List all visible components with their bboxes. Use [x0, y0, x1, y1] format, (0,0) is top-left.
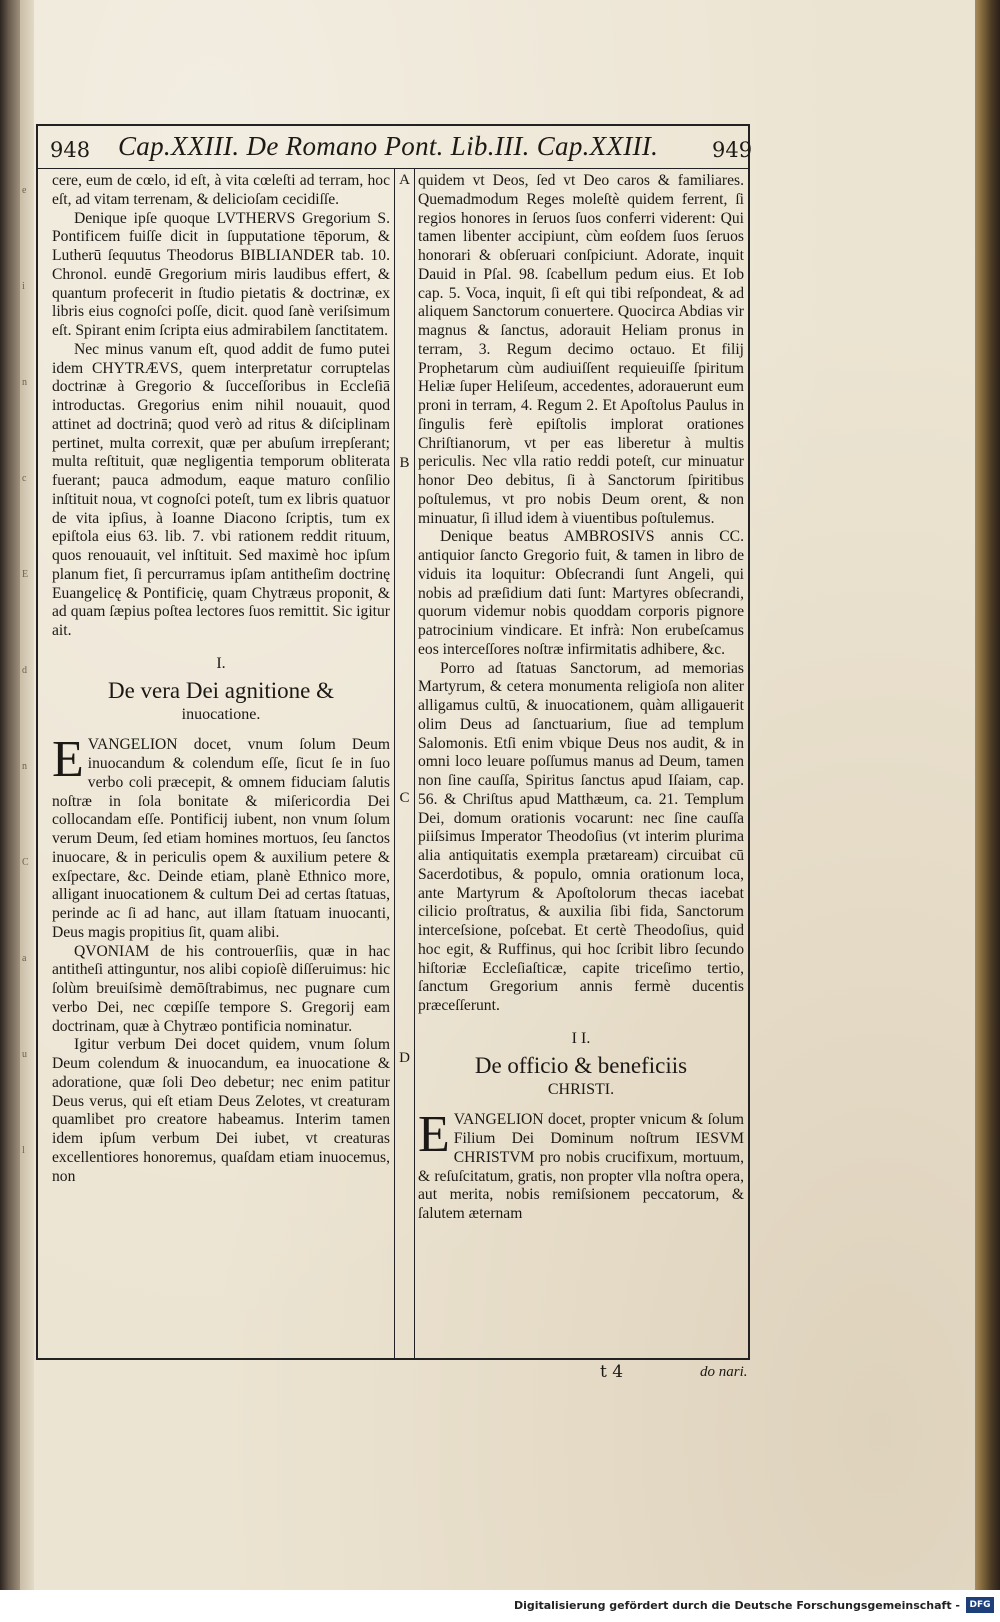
- section-number: I I.: [571, 1029, 591, 1047]
- paragraph: Igitur verbum Dei docet quidem, vnum ſolum Deum colendum & inuocandum, ea inuocatione & adoratione, quæ ſoli Deo debetur; nec enim patitur Deus verus, qui eſt etiam Deus Zelotes, vt creaturam quamlibet pro creatore habeamus. Interim tamen idem ipſum verbum Dei iubet, vt creaturas excellentiores honoremus, quaſdam etiam inuocemus, non: [52, 1036, 390, 1185]
- frame-bottom-rule: [36, 1358, 750, 1360]
- edge-letter: l: [22, 1145, 25, 1156]
- paragraph-text: VANGELION docet, vnum ſolum Deum inuocandum & colendum eſſe, ſicut ſe in ſuo verbo coli præcepit, & omnem fiduciam ſalutis noſtræ in ſola bonitate & miſericordia Dei collocandam eſſe. Pontificij iubent, non vnum ſolum verum Deum, ſed etiam homines mortuos, ſeu ſanctos inuocare, & in periculis opem & auxilium petere & exſpectare, &c. Deinde etiam, planè Ethnico more, alligant inuocationem & cultum Dei ad certas ſtatuas, perinde ac ſi ad hanc, aut illam ſtatuam inuocanti, Deus magis propitius ſit, quam alibi.: [52, 736, 390, 941]
- page-number-left: 948: [50, 138, 91, 162]
- running-title: Cap.XXIII. De Romano Pont. Lib.III. Cap.XXIII.: [118, 131, 659, 161]
- edge-letter: E: [22, 569, 29, 580]
- edge-letter: a: [22, 953, 27, 964]
- column-rule-right: [414, 168, 415, 1358]
- edge-letter: n: [22, 761, 27, 772]
- edge-letter: u: [22, 1049, 27, 1060]
- paragraph: Porro ad ſtatuas Sanctorum, ad memorias Martyrum, & cetera monumenta religioſa non aliter alligamus cultū, & inuocationem, quàm alligauerit olim Deus ad ſanctuarium, ſiue ad templum Salomonis. Etſi enim vbique Deus nos audit, & in omni loco leuare poſſumus manus ad Deum, tamen non ſine cauſſa, Spiritus ſanctus apud Iſaiam, cap. 56. & Chriſtus apud Matthæum, ca. 21. Templum Dei, domum orationis vocarunt: nec ſine cauſſa piiſsimus Imperator Theodoſius (vt interim plurima alia antiquitatis exempla prætaream) circuibat cū Sacerdotibus, & populo, omnia orationum loca, ante Martyrum & Apoſtolorum thecas iacebat cilicio proſtratus, & auxilia ſibi fida, Sanctorum interceſsione, poſcebat. Et certè Theodoſius, quid hoc egit, & Ruffinus, qui hoc ſcribit libro ſecundo hiſtoriæ Eccleſiaſticæ, capite triceſimo tertio, ſanctum Gregorium annis fermè ducentis præceſſerunt.: [418, 659, 744, 1014]
- header-rule: [36, 168, 750, 169]
- paragraph: Nec minus vanum eſt, quod addit de fumo putei idem CHYTRÆVS, quem interpretatur corruptelas doctrinæ à Gregorio & ſucceſſoribus in Eccleſiā introductas. Gregorius enim nihil nouauit, quod attinet ad doctrinā; quod verò ad ritus & diſciplinam pertinet, multa correxit, quæ per abuſum irrepſerant; multa reſtituit, quæ negligentia temporum obliterata fuerant; pauca admodum, eaque maturo conſilio inſtituit noua, vt cognoſci poteſt, tum ex libris quatuor de vita ipſius, à Ioanne Diacono ſcriptis, tum ex epiſtola eius 63. lib. 7. vbi rationem reddit rituum, quos renouauit, vel inſtituit. Sed maximè hoc ipſum planum fiet, ſi percurramus ipſam antitheſim doctrinę Euangelicę & Pontificię, quam Chytræus proponit, & ad quam ſæpius poſtea lectores ſuos remittit. Sic igitur ait.: [52, 340, 390, 639]
- paragraph-with-initial: [52, 731, 390, 942]
- page-number-right: 949: [712, 138, 753, 162]
- footer-credit: Digitalisierung gefördert durch die Deutsche Forschungsgemeinschaft -: [513, 1599, 960, 1612]
- margin-marker-a: A: [399, 172, 410, 188]
- section-subtitle: CHRISTI.: [547, 1080, 615, 1098]
- section-subtitle: inuocatione.: [181, 705, 261, 723]
- frame-left-rule: [36, 124, 38, 1360]
- scan-left-edge: [0, 0, 22, 1622]
- paragraph: cere, eum de cœlo, id eſt, à vita cœleſti ad terram, hoc eſt, ad vitam terrenam, & delicioſam cecidiſſe.: [52, 172, 390, 208]
- signature-mark: t 4: [600, 1362, 624, 1382]
- paragraph-text: VANGELION docet, propter vnicum & ſolum Filium Dei Dominum noſtrum IESVM CHRISTVM pro nobis crucifixum, mortuum, & reſuſcitatum, gratis, non propter vlla noſtra opera, aut merita, nobis remiſsionem peccatorum, & ſalutem æternam: [418, 1111, 744, 1222]
- edge-letter: C: [22, 857, 29, 868]
- section-number: I.: [216, 654, 226, 672]
- right-text-column: [418, 172, 744, 1224]
- margin-marker-c: C: [399, 790, 410, 806]
- paragraph: Denique ipſe quoque LVTHERVS Gregorium S. Pontificem fuiſſe dicit in ſupputatione tēporum, & Lutherū ſequutus Theodorus BIBLIANDER tab. 10. Chronol. eundē Gregorium miris laudibus effert, & quantum profecerit in ſtudio pietatis & doctrinæ, ex libris eius cognoſci poſſe, dicit. quod ſanè veriſsimum eſt. Spirant enim ſcripta eius admirabilem ſanctitatem.: [52, 209, 390, 339]
- paragraph: QVONIAM de his controuerſiis, quæ in hac antitheſi attinguntur, nos alibi copioſè diſſeruimus: hic ſolùm breuiſsimè demōſtrabimus, nec pugnare cum verbo Dei, nec cœpiſſe tempore S. Gregorij eam doctrinam, quæ à Chytræo pontificia nominatur.: [52, 942, 390, 1035]
- section-title: De officio & beneficiis: [474, 1052, 688, 1078]
- section-title: De vera Dei agnitione &: [107, 677, 335, 703]
- book-spine-edge: [972, 0, 1000, 1622]
- frame-right-rule: [748, 124, 750, 1360]
- edge-letter: e: [22, 185, 27, 196]
- edge-letter: d: [22, 665, 27, 676]
- margin-marker-d: D: [399, 1050, 410, 1066]
- edge-letter: c: [22, 473, 27, 484]
- column-rule-left: [394, 168, 395, 1358]
- previous-page-edge: [20, 0, 34, 1590]
- left-text-column: [52, 172, 390, 1186]
- dfg-logo: DFG: [966, 1597, 994, 1613]
- edge-letter: i: [22, 281, 25, 292]
- drop-cap-initial: E: [52, 731, 84, 789]
- drop-cap-initial: E: [418, 1106, 450, 1164]
- digitization-footer: [0, 1590, 1000, 1622]
- frame-top-rule: [36, 124, 750, 126]
- edge-letter: n: [22, 377, 27, 388]
- paragraph: quidem vt Deos, ſed vt Deo caros & familiares. Quemadmodum Reges moleſtè quidem ferrent, ſi regios honores in ſeruos ſuos conferri viderent: Qui tamen libenter accipiunt, cùm eoſdem ſuos ſeruos honorari & obſeruari conſpiciunt. Adorate, inquit Dauid in Pſal. 98. ſcabellum pedum eius. Et Iob cap. 5. Voca, inquit, ſi eſt qui tibi reſpondeat, & ad aliquem Sanctorum conuertere. Quocirca Abdias vir magnus & ſanctus, adorauit Heliam pronus in terram, 3. Regum decimo octauo. Et filij Prophetarum cùm audiuiſſent requieuiſſe ſpiritum Heliæ ſuper Heliſeum, accedentes, adorauerunt eum proni in terram, 4. Regum 2. Et Apoſtolus Paulus in ſingulis ferè epiſtolis implorat orationes Chriſtianorum, vt per eas liberetur à multis periculis. Nec vlla ratio reddi poteſt, cur minuatur honor Deo debitus, ſi à Sanctorum ſpiritibus poſtulemus, vt pro nobis Deum orent, & non minuatur, ſi illud idem à viuentibus poſtulemus.: [418, 172, 744, 527]
- catchword: do nari.: [700, 1364, 748, 1380]
- margin-marker-b: B: [399, 455, 410, 471]
- paragraph-with-initial: [418, 1106, 744, 1224]
- paragraph: Denique beatus AMBROSIVS annis CC. antiquior ſancto Gregorio fuit, & tamen in libro de viduis ita loquitur: Obſecrandi ſunt Angeli, qui nobis ad præſidium dati ſunt: Martyres obſecrandi, quorum videmur nobis quoddam corporis pignore patrocinium vindicare. Et infrà: Non erubeſcamus eos interceſſores noſtræ infirmitatis adhibere, &c.: [418, 528, 744, 658]
